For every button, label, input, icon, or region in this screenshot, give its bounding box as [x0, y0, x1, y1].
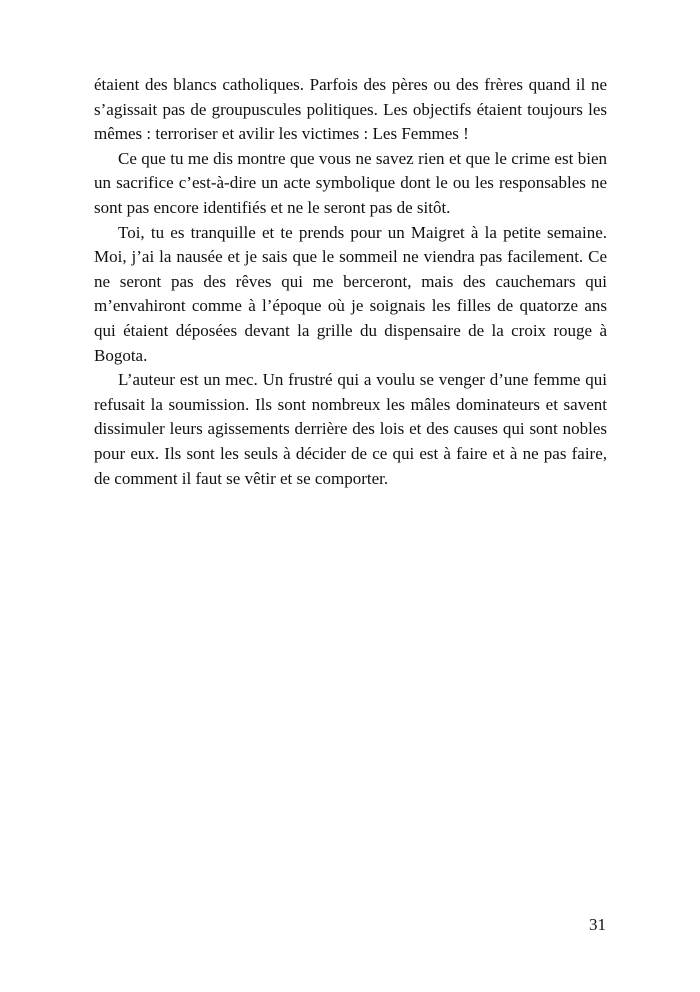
paragraph-3: Toi, tu es tranquille et te prends pour un Maigret à la petite semaine. Moi, j’ai la nausée et je sais que le sommeil ne viendra pas facilement. Ce ne seront pas des rêves qui me berceront, mais des cauchemars qui m’envahiront comme à l’époque où je soignais les filles de quatorze ans qui étaient déposées devant la grille du dispensaire de la croix rouge à Bogota.: [94, 222, 607, 365]
paragraph-4: L’auteur est un mec. Un frustré qui a voulu se venger d’une femme qui refusait la soumission. Ils sont nombreux les mâles dominateurs et savent dissimuler leurs agissements derrière des lois et des causes qui sont nobles pour eux. Ils sont les seuls à décider de ce qui est à faire et à ne pas faire, de comment il faut se vêtir et se comporter.: [94, 370, 607, 488]
paragraph-2: Ce que tu me dis montre que vous ne savez rien et que le crime est bien un sacrifice c’est-à-dire un acte symbolique dont le ou les responsables ne sont pas encore identifiés et ne le seront pas de sitôt.: [94, 148, 607, 217]
paragraph-1: étaient des blancs catholiques. Parfois des pères ou des frères quand il ne s’agissait pas de groupuscules politiques. Les objectifs étaient toujours les mêmes : terroriser et avilir les victimes : Les Femmes !: [94, 75, 607, 144]
body-text: [94, 73, 607, 491]
page-number: 31: [589, 915, 606, 934]
